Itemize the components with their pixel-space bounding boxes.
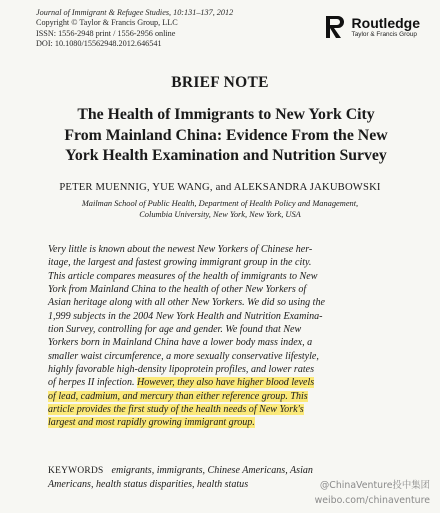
keywords-text: Americans, health status disparities, health status [48, 479, 249, 490]
publisher-logo [326, 14, 420, 40]
abstract-line [48, 403, 325, 416]
abstract [48, 243, 325, 430]
abstract-line [48, 296, 325, 309]
keywords-block [48, 464, 313, 492]
abstract-line [48, 350, 325, 363]
abstract-text: Asian heritage along with all other New Yorkers. We did so using the [48, 297, 325, 309]
keywords-text: emigrants, immigrants, Chinese Americans, Asian [111, 465, 313, 476]
abstract-line [48, 390, 325, 403]
abstract-line [48, 363, 325, 376]
highlighted-text: of lead, cadmium, and mercury than either reference group. This [48, 390, 308, 402]
abstract-line [48, 270, 325, 283]
section-label: BRIEF NOTE [171, 74, 269, 91]
article-title [28, 105, 424, 167]
abstract-text: Yorkers born in Mainland China have a lower body mass index, a [48, 337, 313, 349]
journal-citation: Journal of Immigrant & Refugee Studies, 10:131–137, 2012 [36, 8, 234, 17]
abstract-text: itage, the largest and fastest growing immigrant group in the city. [48, 257, 312, 269]
abstract-text: 1,999 subjects in the 2004 New York Health and Nutrition Examina- [48, 310, 323, 322]
abstract-text: smaller waist circumference, a more sexually conservative lifestyle, [48, 350, 319, 362]
affiliation-line: Mailman School of Public Health, Department of Health Policy and Management, [81, 199, 359, 208]
abstract-line [48, 243, 325, 256]
highlighted-text: article provides the first study of the health needs of New York's [48, 404, 304, 416]
watermark-handle: @ChinaVenture投中集团 [319, 480, 430, 491]
highlighted-text: However, they also have higher blood levels [137, 377, 315, 389]
copyright-line: Copyright © Taylor & Francis Group, LLC [36, 18, 178, 28]
abstract-text: of herpes II infection. [48, 377, 138, 389]
abstract-text: Very little is known about the newest New Yorkers of Chinese her- [48, 244, 313, 255]
highlighted-text: largest and most rapidly growing immigrant group. [48, 417, 255, 429]
affiliation [0, 198, 440, 220]
watermark-url: weibo.com/chinaventure [314, 495, 430, 506]
abstract-text: This article compares measures of the health of immigrants to New [48, 270, 318, 282]
affiliation-line: Columbia University, New York, New York, USA [139, 210, 301, 219]
publisher-group: Taylor & Francis Group [351, 30, 417, 38]
journal-metadata [36, 8, 233, 50]
abstract-text: York from Mainland China to the health of other New Yorkers of [48, 284, 307, 296]
title-line: The Health of Immigrants to New York City [77, 106, 375, 123]
abstract-line [48, 323, 325, 336]
abstract-line [48, 283, 325, 296]
abstract-line [48, 416, 325, 429]
abstract-line [48, 256, 325, 269]
abstract-line [48, 336, 325, 349]
title-line: York Health Examination and Nutrition Survey [65, 147, 387, 164]
abstract-text: tion Survey, controlling for age and gender. We found that New [48, 324, 302, 336]
abstract-line [48, 376, 325, 389]
publisher-name: Routledge [351, 14, 420, 31]
title-line: From Mainland China: Evidence From the New [64, 126, 388, 144]
author-list: PETER MUENNIG, YUE WANG, and ALEKSANDRA JAKUBOWSKI [59, 182, 381, 193]
watermark [315, 478, 430, 508]
routledge-logo-icon [326, 14, 346, 40]
abstract-text: highly favorable high-density lipoprotein profiles, and lower rates [48, 364, 315, 376]
doi-line: DOI: 10.1080/15562948.2012.646541 [36, 39, 162, 49]
issn-line: ISSN: 1556-2948 print / 1556-2956 online [36, 28, 176, 38]
abstract-line [48, 310, 325, 323]
keywords-label: KEYWORDS [48, 466, 104, 476]
